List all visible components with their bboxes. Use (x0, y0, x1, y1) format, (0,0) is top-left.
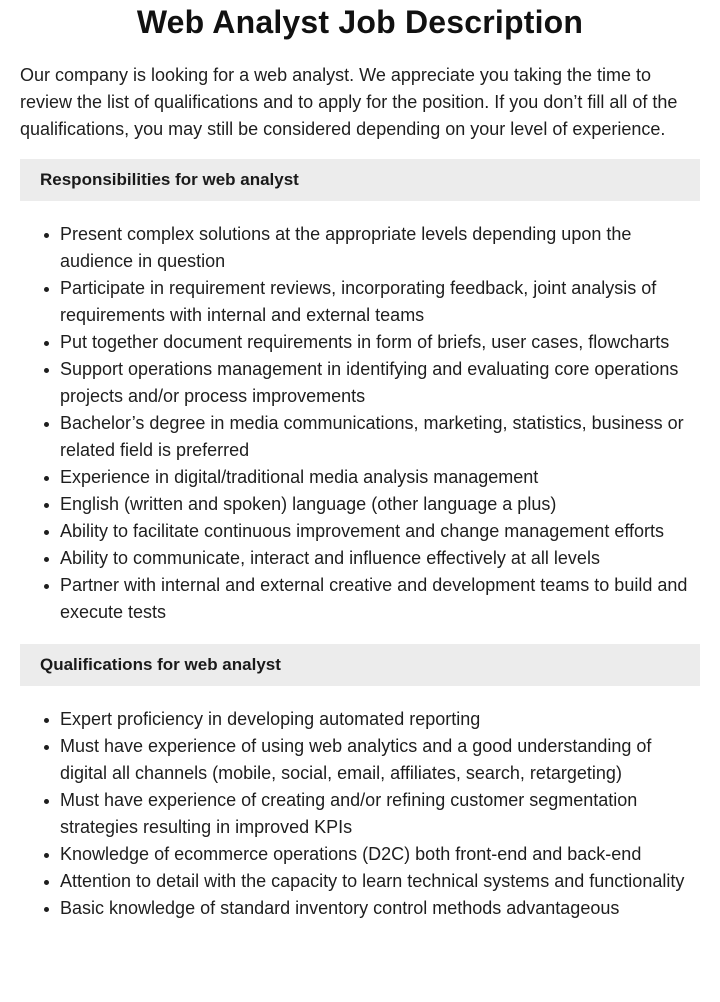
list-item: Support operations management in identifying and evaluating core operations projects and/or process improvements (60, 356, 700, 410)
qualifications-list (20, 706, 700, 922)
intro-paragraph: Our company is looking for a web analyst. We appreciate you taking the time to review the list of qualifications and to apply for the position. If you don’t fill all of the qualifications, you may still be considered depending on your level of experience. (20, 65, 678, 139)
list-item: Expert proficiency in developing automated reporting (60, 706, 700, 733)
list-item: Experience in digital/traditional media analysis management (60, 464, 700, 491)
list-item: Knowledge of ecommerce operations (D2C) both front-end and back-end (60, 841, 700, 868)
list-item: Attention to detail with the capacity to learn technical systems and functionality (60, 868, 700, 895)
responsibilities-list (20, 221, 700, 626)
list-item: Basic knowledge of standard inventory control methods advantageous (60, 895, 700, 922)
list-item: Present complex solutions at the appropriate levels depending upon the audience in question (60, 221, 700, 275)
page-title: Web Analyst Job Description (136, 4, 584, 40)
list-item: Put together document requirements in form of briefs, user cases, flowcharts (60, 329, 700, 356)
qualifications-heading: Qualifications for web analyst (20, 644, 700, 686)
list-item: Ability to communicate, interact and influence effectively at all levels (60, 545, 700, 572)
list-item: Ability to facilitate continuous improvement and change management efforts (60, 518, 700, 545)
list-item: Partner with internal and external creative and development teams to build and execute tests (60, 572, 700, 626)
responsibilities-heading: Responsibilities for web analyst (20, 159, 700, 201)
list-item: Must have experience of creating and/or refining customer segmentation strategies resulting in improved KPIs (60, 787, 700, 841)
list-item: English (written and spoken) language (other language a plus) (60, 491, 700, 518)
list-item: Must have experience of using web analytics and a good understanding of digital all channels (mobile, social, email, affiliates, search, retargeting) (60, 733, 700, 787)
list-item: Bachelor’s degree in media communications, marketing, statistics, business or related field is preferred (60, 410, 700, 464)
list-item: Participate in requirement reviews, incorporating feedback, joint analysis of requirements with internal and external teams (60, 275, 700, 329)
